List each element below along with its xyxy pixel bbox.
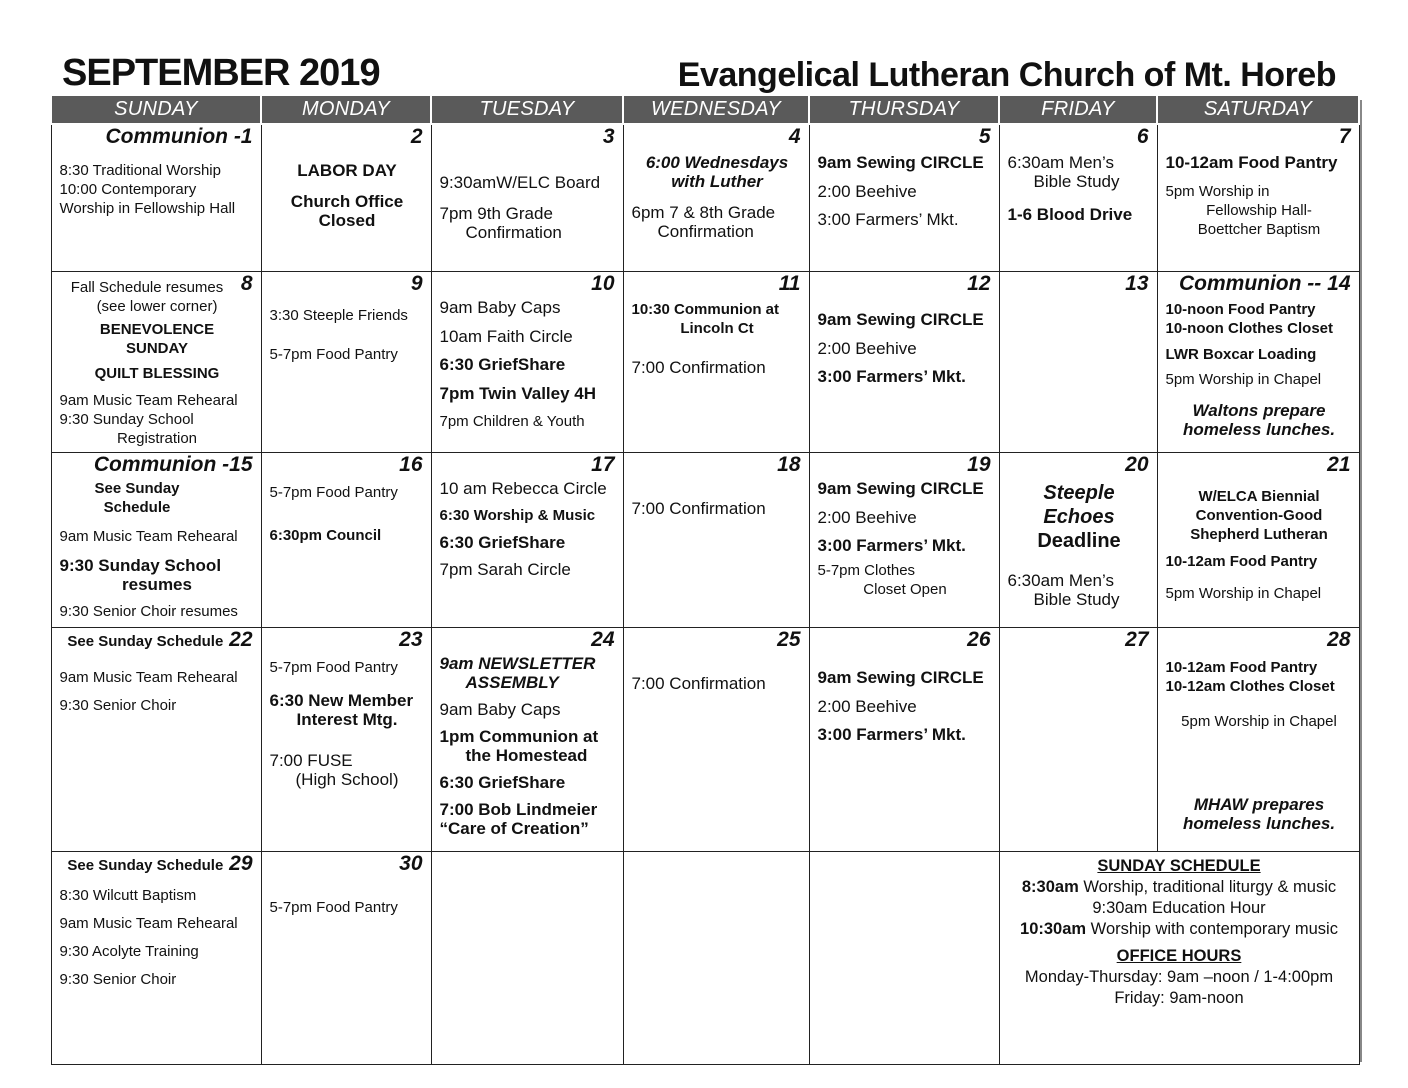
event: 10:30 Communion at <box>631 300 780 318</box>
day-number <box>67 851 253 875</box>
day-number: 23 <box>399 627 423 651</box>
event: 10-12am Clothes Closet <box>1165 677 1335 695</box>
event: 9am Baby Caps <box>439 699 561 719</box>
event: 10 am Rebecca Circle <box>439 478 607 498</box>
event: (see lower corner) <box>96 297 218 315</box>
day-number: 8 <box>240 271 253 295</box>
event: with Luther <box>671 172 763 191</box>
calendar-grid <box>50 96 1360 1065</box>
day-cell-26 <box>809 627 999 851</box>
event: 9am Sewing CIRCLE <box>817 309 984 329</box>
event: 5pm Worship in Chapel <box>1181 712 1337 730</box>
event: Closet Open <box>863 580 947 598</box>
event: Steeple Echoes <box>1043 481 1115 528</box>
event: 7pm Children & Youth <box>439 412 585 430</box>
event: 7pm Sarah Circle <box>439 559 571 579</box>
calendar <box>50 96 1358 1054</box>
day-number: 12 <box>967 271 991 295</box>
event: LWR Boxcar Loading <box>1165 345 1317 363</box>
see-schedule-label: See Sunday Schedule <box>67 632 224 650</box>
week-row-4 <box>51 627 1359 851</box>
event: Fall Schedule resumes <box>70 278 224 296</box>
event: 9am Baby Caps <box>439 297 561 317</box>
day-cell-17 <box>431 452 623 627</box>
month-title: SEPTEMBER 2019 <box>62 52 380 94</box>
day-number: 6 <box>1136 125 1149 148</box>
event: Shepherd Lutheran <box>1190 525 1328 543</box>
weekday-thursday: THURSDAY <box>809 96 999 124</box>
event: 10-noon Clothes Closet <box>1165 319 1334 337</box>
event: 5-7pm Clothes <box>817 561 916 579</box>
day-number: Communion -1 <box>105 125 253 148</box>
office-hours-line: Friday: 9am-noon <box>1114 988 1244 1007</box>
event: 7:00 FUSE <box>269 750 353 770</box>
event: 9am Music Team Rehearal <box>59 668 238 686</box>
event: 6:30 GriefShare <box>439 354 566 374</box>
day-number: 19 <box>967 452 991 476</box>
event: 10am Faith Circle <box>439 326 573 346</box>
event: 9am Sewing CIRCLE <box>817 667 984 687</box>
event: Bible Study <box>1033 589 1120 609</box>
event: See Sunday Schedule <box>94 479 180 516</box>
day-cell-16 <box>261 452 431 627</box>
event: 6:30 Worship & Music <box>439 506 596 524</box>
event: SUNDAY <box>126 339 188 357</box>
schedule-line: 9:30am Education Hour <box>1092 898 1266 917</box>
event: Waltons prepare <box>1192 400 1326 420</box>
event: 5-7pm Food Pantry <box>269 898 398 916</box>
day-cell-24 <box>431 627 623 851</box>
day-number: 20 <box>1125 452 1149 476</box>
day-number: 24 <box>591 627 615 651</box>
event: 9am Sewing CIRCLE <box>817 478 984 498</box>
event: 6:30am Men’s <box>1007 570 1114 590</box>
event: 1-6 Blood Drive <box>1007 205 1133 224</box>
event: Registration <box>116 429 198 447</box>
event: Bible Study <box>1033 172 1120 191</box>
weekday-header-row <box>51 96 1359 124</box>
day-number <box>1178 271 1351 295</box>
event: 6:00 Wednesdays <box>645 153 789 172</box>
event: 8:30 Wilcutt Baptism <box>59 886 197 904</box>
event: 2:00 Beehive <box>817 338 917 358</box>
empty-cell <box>431 851 623 1064</box>
event: Closed <box>318 211 376 230</box>
event: 7pm 9th Grade <box>439 204 553 223</box>
day-cell-20 <box>999 452 1157 627</box>
day-number: 3 <box>602 125 615 148</box>
weekday-wednesday: WEDNESDAY <box>623 96 809 124</box>
event: homeless lunches. <box>1182 813 1336 833</box>
event: 5-7pm Food Pantry <box>269 483 398 501</box>
weekday-friday: FRIDAY <box>999 96 1157 124</box>
day-cell-6 <box>999 124 1157 271</box>
day-number: 30 <box>399 851 423 875</box>
day-cell-4 <box>623 124 809 271</box>
event: 10-12am Food Pantry <box>1165 153 1338 172</box>
event: 9am Music Team Rehearal <box>59 391 238 409</box>
event: 3:00 Farmers’ Mkt. <box>817 535 966 555</box>
event: Confirmation <box>465 223 562 242</box>
day-number: 11 <box>778 271 801 295</box>
event: 3:00 Farmers’ Mkt. <box>817 366 966 386</box>
day-number: 25 <box>777 627 801 651</box>
event: (High School) <box>295 769 399 789</box>
day-number: 27 <box>1125 627 1149 651</box>
weekday-saturday: SATURDAY <box>1157 96 1359 124</box>
schedule-line: 10:30am Worship with contemporary music <box>1020 919 1338 938</box>
day-number-value: 14 <box>1327 271 1351 295</box>
event: BENEVOLENCE <box>99 320 215 338</box>
event: 5pm Worship in Chapel <box>1165 370 1322 388</box>
day-cell-2 <box>261 124 431 271</box>
event: 6:30am Men’s <box>1007 153 1114 172</box>
event: homeless lunches. <box>1182 419 1336 439</box>
event: 9:30 Sunday School <box>59 555 222 575</box>
event: 6:30pm Council <box>269 526 382 544</box>
event: 7pm Twin Valley 4H <box>439 383 597 403</box>
sunday-schedule-heading: SUNDAY SCHEDULE <box>1097 856 1261 875</box>
event: 3:30 Steeple Friends <box>269 306 408 324</box>
event: Interest Mtg. <box>296 709 398 729</box>
event: 9:30 Sunday School <box>59 410 194 428</box>
day-cell-9 <box>261 271 431 452</box>
church-title: Evangelical Lutheran Church of Mt. Horeb <box>677 56 1336 94</box>
day-cell-11 <box>623 271 809 452</box>
event: W/ELCA Biennial <box>1198 487 1320 505</box>
empty-cell <box>809 851 999 1064</box>
event: “Care of Creation” <box>439 818 589 838</box>
day-cell-13 <box>999 271 1157 452</box>
day-number: 18 <box>777 452 801 476</box>
day-cell-1 <box>51 124 261 271</box>
event: Worship in Fellowship Hall <box>59 200 236 217</box>
event: MHAW prepares <box>1193 794 1325 814</box>
event: 9am NEWSLETTER <box>439 653 596 673</box>
event: 2:00 Beehive <box>817 182 917 201</box>
event: 6:30 GriefShare <box>439 532 566 552</box>
office-hours-heading: OFFICE HOURS <box>1116 946 1242 965</box>
day-number: 5 <box>978 125 991 148</box>
day-cell-5 <box>809 124 999 271</box>
event: 7:00 Confirmation <box>631 673 766 693</box>
week-row-5 <box>51 851 1359 1064</box>
event: 9:30amW/ELC Board <box>439 173 601 192</box>
day-number: 28 <box>1327 627 1351 651</box>
day-number: 21 <box>1327 452 1351 476</box>
day-number: 17 <box>591 452 615 476</box>
week-row-1 <box>51 124 1359 271</box>
event: 10-12am Food Pantry <box>1165 552 1318 570</box>
event: 7:00 Confirmation <box>631 498 766 518</box>
day-number-value: 22 <box>229 627 253 651</box>
empty-cell <box>623 851 809 1064</box>
day-cell-27 <box>999 627 1157 851</box>
communion-label: Communion -- <box>1178 271 1322 295</box>
day-cell-29 <box>51 851 261 1064</box>
day-number: 26 <box>967 627 991 651</box>
day-number: 2 <box>410 125 423 148</box>
event: 9am Music Team Rehearal <box>59 527 238 545</box>
event: 5-7pm Food Pantry <box>269 345 398 363</box>
day-cell-30 <box>261 851 431 1064</box>
day-cell-14 <box>1157 271 1359 452</box>
event: 8:30 Traditional Worship <box>59 162 221 179</box>
day-cell-8 <box>51 271 261 452</box>
weekday-monday: MONDAY <box>261 96 431 124</box>
event: 9:30 Senior Choir <box>59 970 177 988</box>
event: 9:30 Acolyte Training <box>59 942 199 960</box>
day-cell-21 <box>1157 452 1359 627</box>
event: 10-12am Food Pantry <box>1165 658 1318 676</box>
day-cell-22 <box>51 627 261 851</box>
day-number <box>67 627 253 651</box>
day-number: 4 <box>788 125 801 148</box>
day-number-value: 29 <box>229 851 253 875</box>
event: 9am Sewing CIRCLE <box>817 153 984 172</box>
event: 10:00 Contemporary <box>59 181 197 198</box>
event: 3:00 Farmers’ Mkt. <box>817 210 959 229</box>
weekday-sunday: SUNDAY <box>51 96 261 124</box>
day-number: 10 <box>591 271 615 295</box>
day-number: 7 <box>1338 125 1351 148</box>
day-number: 16 <box>399 452 423 476</box>
week-row-3 <box>51 452 1359 627</box>
day-cell-23 <box>261 627 431 851</box>
event: 1pm Communion at <box>439 726 599 746</box>
week-row-2 <box>51 271 1359 452</box>
day-cell-12 <box>809 271 999 452</box>
event: 9:30 Senior Choir resumes <box>59 602 238 620</box>
day-cell-15 <box>51 452 261 627</box>
event: Church Office <box>290 192 404 211</box>
event: the Homestead <box>465 745 588 765</box>
event: 2:00 Beehive <box>817 507 917 527</box>
event: 10-noon Food Pantry <box>1165 300 1316 318</box>
event: 6:30 New Member <box>269 690 414 710</box>
event: 7:00 Bob Lindmeier <box>439 799 598 819</box>
day-cell-28 <box>1157 627 1359 851</box>
day-cell-18 <box>623 452 809 627</box>
day-number: 13 <box>1125 271 1149 295</box>
day-number: 9 <box>410 271 423 295</box>
event: Boettcher Baptism <box>1197 221 1321 238</box>
event: 9am Music Team Rehearal <box>59 914 238 932</box>
event: ASSEMBLY <box>465 672 559 692</box>
schedule-line: 8:30am Worship, traditional liturgy & music <box>1021 877 1337 896</box>
day-cell-10 <box>431 271 623 452</box>
day-cell-3 <box>431 124 623 271</box>
see-schedule-label: See Sunday Schedule <box>67 856 224 874</box>
event: resumes <box>122 574 192 594</box>
event: 6pm 7 & 8th Grade <box>631 203 776 222</box>
event: Lincoln Ct <box>680 319 754 337</box>
event: LABOR DAY <box>297 161 397 180</box>
event: Confirmation <box>657 222 754 241</box>
day-cell-7 <box>1157 124 1359 271</box>
event: Convention-Good <box>1195 506 1323 524</box>
event: Fellowship Hall- <box>1206 202 1312 219</box>
event: 5pm Worship in Chapel <box>1165 584 1322 602</box>
event: 6:30 GriefShare <box>439 772 566 792</box>
event: 5pm Worship in <box>1165 183 1270 200</box>
event: 5-7pm Food Pantry <box>269 658 398 676</box>
weekday-tuesday: TUESDAY <box>431 96 623 124</box>
day-cell-19 <box>809 452 999 627</box>
event: QUILT BLESSING <box>94 364 220 382</box>
event: 9:30 Senior Choir <box>59 696 177 714</box>
event: Deadline <box>1037 529 1121 552</box>
event: 7:00 Confirmation <box>631 357 766 377</box>
day-cell-25 <box>623 627 809 851</box>
event: 2:00 Beehive <box>817 696 917 716</box>
event: 3:00 Farmers’ Mkt. <box>817 724 966 744</box>
schedule-box <box>999 851 1359 1064</box>
day-number: Communion -15 <box>93 452 253 476</box>
office-hours-line: Monday-Thursday: 9am –noon / 1-4:00pm <box>1024 967 1334 986</box>
